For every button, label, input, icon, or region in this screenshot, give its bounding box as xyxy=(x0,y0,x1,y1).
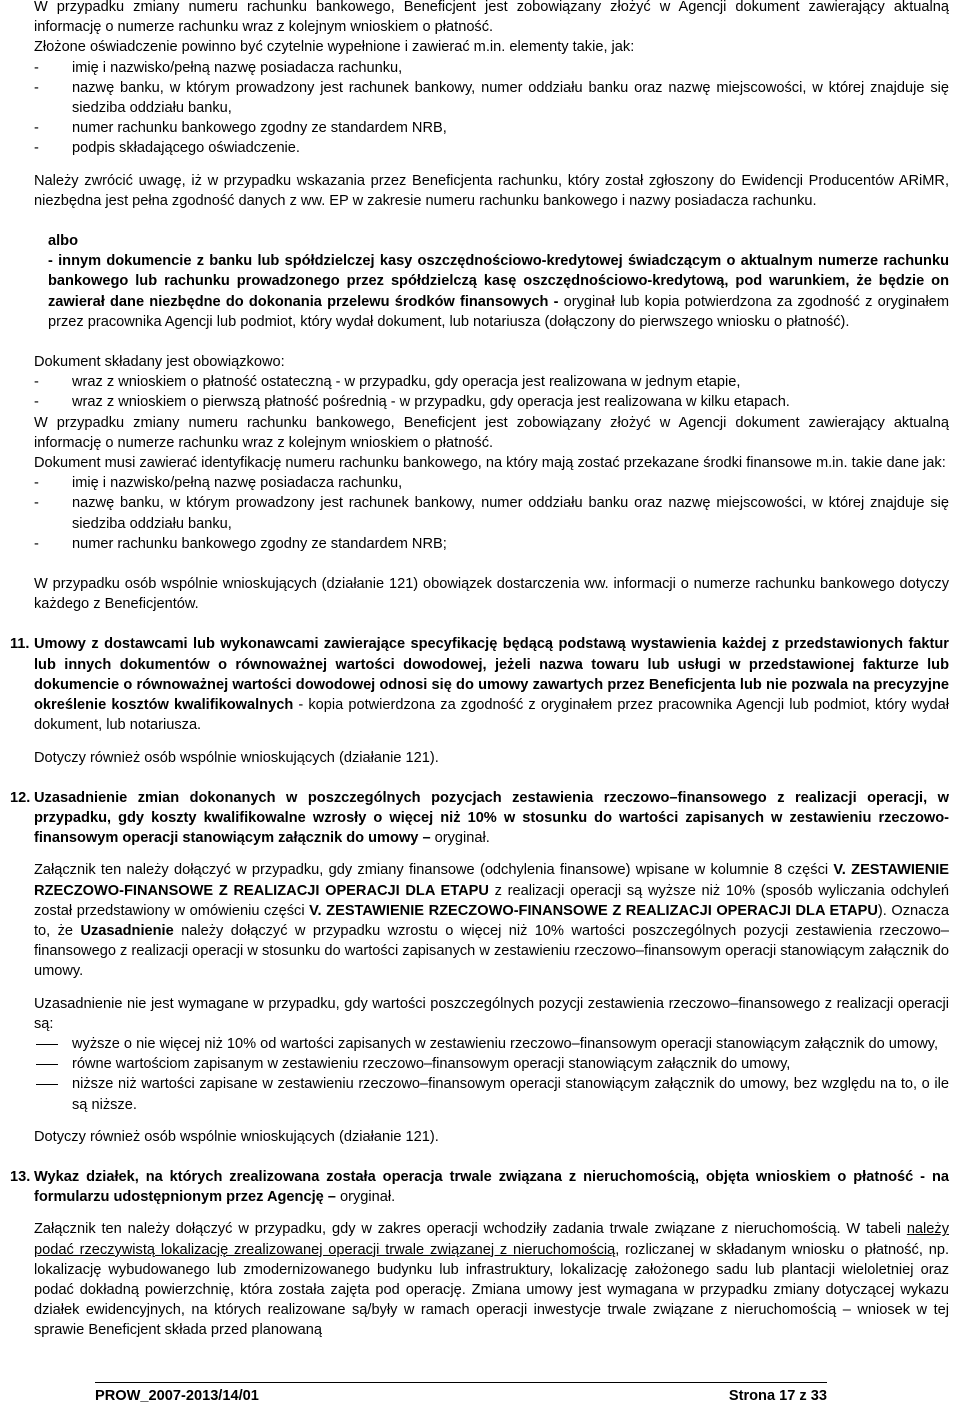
item-number: 12. xyxy=(10,789,31,806)
item-12-paragraph-a xyxy=(34,860,949,981)
item-13-bold: Wykaz działek, na których zrealizowana została operacja trwale związana z nieruchomością, objęta wnioskiem o płatność - na formularzu udostępnionym przez Agencję – xyxy=(34,1168,949,1206)
item-number: 11. xyxy=(10,636,30,653)
item-12 xyxy=(10,788,950,1147)
text-run: V. ZESTAWIENIE RZECZOWO-FINANSOWE Z REALIZACJI OPERACJI DLA ETAPU xyxy=(34,862,949,899)
item-13-paragraph xyxy=(34,1219,949,1340)
statement-elements-list xyxy=(34,58,949,159)
item-12-rest: oryginał. xyxy=(430,830,490,847)
identification-list xyxy=(34,473,949,554)
mandatory-list xyxy=(34,372,949,412)
paragraph-bank-change: W przypadku zmiany numeru rachunku bankowego, Beneficjent jest zobowiązany złożyć w Agencji dokument zawierający aktualną informację o numerze rachunku wraz z kolejnym wnioskiem o płatność. xyxy=(34,0,949,36)
albo-block xyxy=(34,231,949,332)
item-11-note: Dotyczy również osób wspólnie wnioskujących (działanie 121). xyxy=(34,749,439,766)
text-run: Uzasadnienie xyxy=(80,922,174,939)
list-item: - numer rachunku bankowego zgodny ze standardem NRB, xyxy=(34,118,949,138)
item-11-bold: Umowy z dostawcami lub wykonawcami zawierające specyfikację będącą podstawą wystawienia każdej z przedstawionych faktur lub innych dokumentów o równoważnej wartości dowodowej, jeżeli nazwa towaru lub usługi w przedstawionej fakturze lub dokumencie o równoważnej wartości dowodowej odnosi się do umowy zawartych przez Beneficjenta lub nie pozwala na precyzyjne określenie kosztów kwalifikowalnych xyxy=(34,636,949,714)
albo-label: albo xyxy=(48,233,78,250)
paragraph-bank-change-2: W przypadku zmiany numeru rachunku bankowego, Beneficjent jest zobowiązany złożyć w Agencji dokument zawierający aktualną informację o numerze rachunku wraz z kolejnym wnioskiem o płatność. xyxy=(34,414,949,451)
item-number: 13. xyxy=(10,1168,31,1185)
paragraph-mandatory: Dokument składany jest obowiązkowo: xyxy=(34,354,285,371)
list-item: wyższe o nie więcej niż 10% od wartości zapisanych w zestawieniu rzeczowo–finansowym operacji stanowiącym załącznik do umowy, xyxy=(34,1034,949,1054)
list-item: - imię i nazwisko/pełną nazwę posiadacza rachunku, xyxy=(34,58,949,78)
paragraph-identification: Dokument musi zawierać identyfikację numeru rachunku bankowego, na który mają zostać przekazane środki finansowe m.in. takie dane jak: xyxy=(34,455,946,472)
list-item: równe wartościom zapisanym w zestawieniu rzeczowo–finansowym operacji stanowiącym załącznik do umowy, xyxy=(34,1054,949,1074)
item-11-rest: - kopia potwierdzona za zgodność z oryginałem przez pracownika Agencji lub podmiot, który wydał dokument, lub notariusza. xyxy=(34,697,949,734)
paragraph-joint-applicants: W przypadku osób wspólnie wnioskujących (działanie 121) obowiązek dostarczenia ww. informacji o numerze rachunku bankowego dotyczy każdego z Beneficjentów. xyxy=(34,576,949,613)
item-13-rest: oryginał. xyxy=(335,1189,396,1206)
text-run: V. ZESTAWIENIE RZECZOWO-FINANSOWE Z REALIZACJI OPERACJI DLA ETAPU xyxy=(309,902,878,919)
albo-bold-text: - innym dokumencie z banku lub spółdzielczej kasy oszczędnościowo-kredytowej świadczącym o aktualnym numerze rachunku bankowego lub rachunku prowadzonego przez spółdzielczą kasę oszczędnościowo-kredytową, pod warunkiem, że będzie on zawierał dane niezbędne do dokonania przelewu środków finansowych - xyxy=(48,253,949,310)
albo-rest-text: oryginał lub kopia potwierdzona za zgodność z oryginałem przez pracownika Agencji lub podmiot, który wydał dokument, lub notariusza (dołączony do pierwszego wniosku o płatność). xyxy=(48,293,949,330)
page-footer xyxy=(95,1382,827,1404)
item-11-text xyxy=(34,634,949,735)
list-item: - podpis składającego oświadczenie. xyxy=(34,138,949,158)
list-item: - wraz z wnioskiem o pierwszą płatność pośrednią - w przypadku, gdy operacja jest realizowana w kilku etapach. xyxy=(34,392,949,412)
footer-doc-id: PROW_2007-2013/14/01 xyxy=(95,1388,259,1404)
text-run: Załącznik ten należy dołączyć w przypadku, gdy w zakres operacji wchodziły zadania trwale związane z nieruchomością. W tabeli xyxy=(34,1221,907,1238)
text-run: należy dołączyć w przypadku wzrostu o więcej niż 10% wartości poszczególnych pozycji zestawienia rzeczowo–finansowego z realizacji operacji w stosunku do wartości zapisanych w zestawieniu rzeczowo–finansowym operacji stanowiącym załącznik do umowy. xyxy=(34,922,950,980)
item-12-bold: Uzasadnienie zmian dokonanych w poszczególnych pozycjach zestawienia rzeczowo–finansowego z realizacji operacji, w przypadku, gdy koszty kwalifikowalne wzrosły o więcej niż 10% w stosunku do wartości zapisanych w zestawieniu rzeczowo-finansowym operacji stanowiącym załącznik do umowy – xyxy=(34,789,949,847)
list-item: niższe niż wartości zapisane w zestawieniu rzeczowo–finansowym operacji stanowiącym załącznik do umowy, bez względu na to, o ile są niższe. xyxy=(34,1074,949,1114)
paragraph-statement-elements: Złożone oświadczenie powinno być czytelnie wypełnione i zawierać m.in. elementy takie, jak: xyxy=(34,39,635,56)
text-run: z realizacji operacji są wyższe niż 10% (sposób wyliczania odchyleń został przedstawiony w omówieniu części xyxy=(34,882,949,919)
paragraph-arimr-note: Należy zwrócić uwagę, iż w przypadku wskazania przez Beneficjenta rachunku, który został zgłoszony do Ewidencji Producentów ARiMR, niezbędna jest pełna zgodność danych z ww. EP w zakresie numeru rachunku bankowego i nazwy posiadacza rachunku. xyxy=(34,172,949,209)
list-item: - numer rachunku bankowego zgodny ze standardem NRB; xyxy=(34,534,949,554)
list-item: - nazwę banku, w którym prowadzony jest rachunek bankowy, numer oddziału banku oraz nazwę miejscowości, w której znajduje się siedziba oddziału banku, xyxy=(34,78,949,118)
item-12-list xyxy=(34,1034,949,1115)
list-item: - imię i nazwisko/pełną nazwę posiadacza rachunku, xyxy=(34,473,949,493)
text-run: , rozliczanej w składanym wniosku o płatność, np. lokalizację wybudowanego lub zmodernizowanego budynku lub infrastruktury, lokalizację założonego sadu lub plantacji wieloletniej oraz podać dokładną powierzchnię, która została zajęta pod operację. Zmiana umowy jest wymagana w przypadku zmiany dotyczącej wykazu działek ewidencyjnych, na których realizowane są/były w ramach operacji inwestycje trwale związane z nieruchomością – wniosek w tej sprawie Beneficjent składa przed planowaną xyxy=(34,1241,949,1339)
item-13-text xyxy=(34,1167,949,1207)
item-12-text xyxy=(34,788,949,849)
list-item: - wraz z wnioskiem o płatność ostateczną - w przypadku, gdy operacja jest realizowana w jednym etapie, xyxy=(34,372,949,392)
item-12-paragraph-b: Uzasadnienie nie jest wymagane w przypadku, gdy wartości poszczególnych pozycji zestawienia rzeczowo–finansowego z realizacji operacji są: xyxy=(34,995,949,1032)
text-run-underlined: należy podać rzeczywistą lokalizację zrealizowanej operacji trwale związanej z nieruchomością xyxy=(34,1221,949,1258)
text-run: ). Oznacza to, że xyxy=(34,902,950,939)
text-run: Załącznik ten należy dołączyć w przypadku, gdy zmiany finansowe (odchylenia finansowe) wpisane w kolumnie 8 części xyxy=(34,862,834,879)
footer-page-number: Strona 17 z 33 xyxy=(728,1388,827,1404)
item-11 xyxy=(10,634,949,767)
document-page xyxy=(10,0,950,1341)
item-13 xyxy=(10,1167,949,1341)
list-item: - nazwę banku, w którym prowadzony jest rachunek bankowy, numer oddziału banku oraz nazwę miejscowości, w której znajduje się siedziba oddziału banku, xyxy=(34,493,949,533)
item-12-note: Dotyczy również osób wspólnie wnioskujących (działanie 121). xyxy=(34,1128,439,1145)
